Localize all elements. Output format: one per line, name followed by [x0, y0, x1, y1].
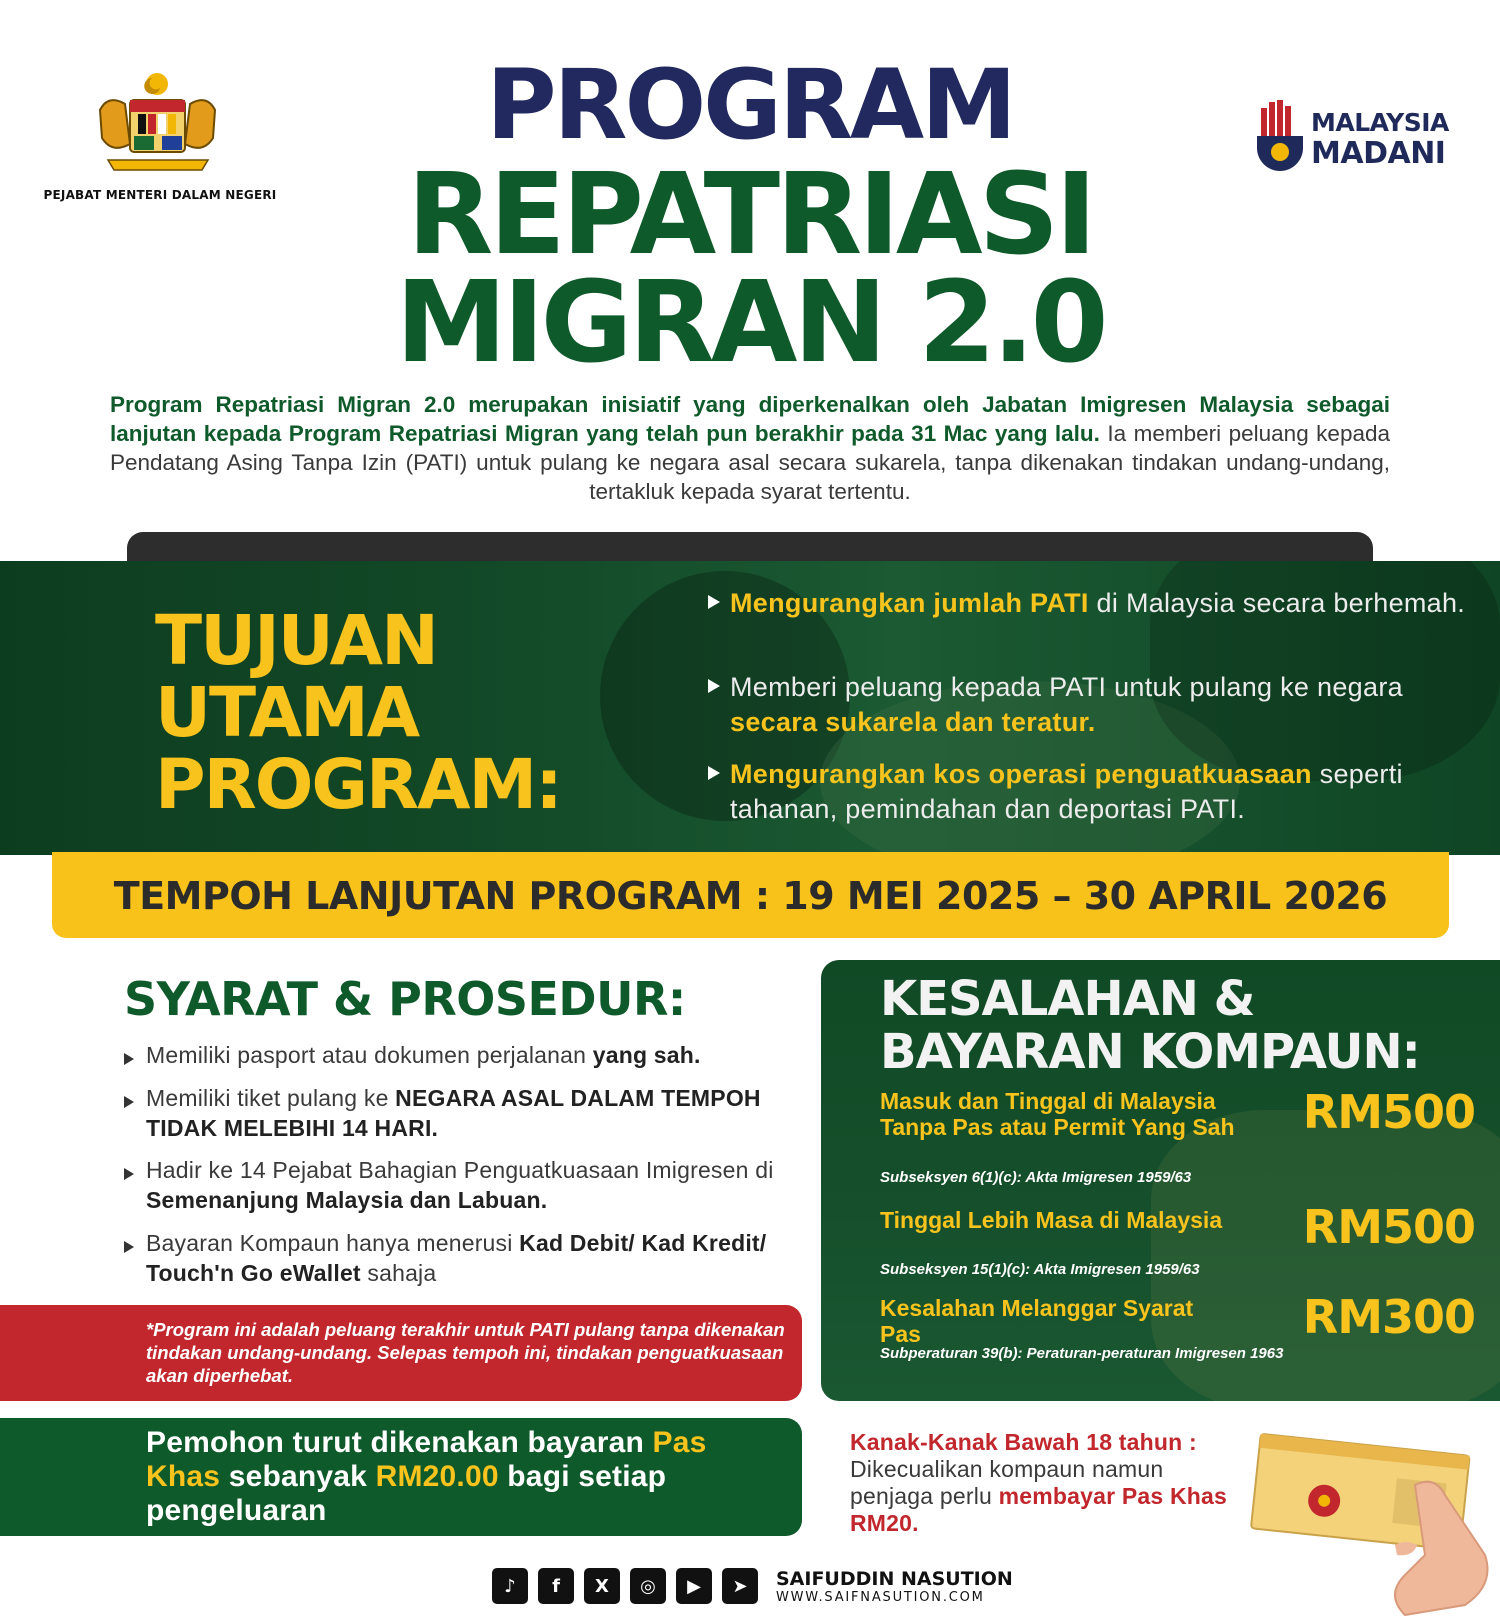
- tiktok-icon[interactable]: ♪: [492, 1568, 528, 1604]
- syarat-title: SYARAT & PROSEDUR:: [124, 972, 686, 1026]
- footer-website-link[interactable]: WWW.SAIFNASUTION.COM: [776, 1590, 985, 1605]
- footer-name: SAIFUDDIN NASUTION: [776, 1568, 1013, 1590]
- offence-name: Tinggal Lebih Masa di Malaysia: [880, 1207, 1223, 1233]
- offence-law: Subseksyen 6(1)(c): Akta Imigresen 1959/63: [880, 1169, 1192, 1186]
- bullet-triangle-icon: [708, 766, 720, 780]
- ministry-caption: PEJABAT MENTERI DALAM NEGERI: [43, 188, 277, 202]
- bullet-triangle-icon: [124, 1096, 134, 1108]
- social-links: [492, 1568, 758, 1604]
- offence-law: Subseksyen 15(1)(c): Akta Imigresen 1959/63: [880, 1261, 1200, 1278]
- tujuan-heading-line1: TUJUAN: [155, 601, 437, 681]
- x-icon[interactable]: X: [584, 1568, 620, 1604]
- warning-note: *Program ini adalah peluang terakhir untuk PATI pulang tanpa dikenakan tindakan undang-undang. Selepas tempoh ini, tindakan penguatkuasaan akan diperhebat.: [146, 1319, 785, 1386]
- bullet-triangle-icon: [708, 679, 720, 693]
- title-line-2: REPATRIASI: [407, 150, 1093, 280]
- madani-logo-line1: MALAYSIA: [1311, 108, 1449, 137]
- offence-name: Masuk dan Tinggal di Malaysia Tanpa Pas atau Permit Yang Sah: [880, 1088, 1235, 1140]
- offence-law: Subperaturan 39(b): Peraturan-peraturan Imigresen 1963: [880, 1345, 1284, 1362]
- bullet-triangle-icon: [124, 1168, 134, 1180]
- intro-bold-text: Program Repatriasi Migran 2.0 merupakan inisiatif yang diperkenalkan oleh Jabatan Imigresen Malaysia sebagai lanjutan kepada Program Repatriasi Migran yang telah pun berakhir pada 31 Mac yang lalu.: [110, 392, 1390, 446]
- bullet-triangle-icon: [124, 1053, 134, 1065]
- tujuan-heading-line3: PROGRAM:: [155, 745, 561, 825]
- tujuan-heading: [155, 601, 635, 825]
- facebook-icon[interactable]: f: [538, 1568, 574, 1604]
- tujuan-heading-line2: UTAMA: [155, 673, 419, 753]
- goal-item: Mengurangkan jumlah PATI di Malaysia secara berhemah.: [730, 586, 1490, 621]
- title-line-3: MIGRAN 2.0: [395, 258, 1105, 388]
- goal-item: Mengurangkan kos operasi penguatkuasaan seperti tahanan, pemindahan dan deportasi PATI.: [730, 757, 1490, 827]
- bullet-triangle-icon: [124, 1241, 134, 1253]
- offence-name: Kesalahan Melanggar Syarat Pas: [880, 1295, 1194, 1347]
- rm20-banknote-hand-icon: [1245, 1425, 1500, 1616]
- offence-amount: RM300: [1302, 1290, 1475, 1344]
- condition-item: Memiliki tiket pulang ke NEGARA ASAL DALAM TEMPOH TIDAK MELEBIHI 14 HARI.: [146, 1083, 806, 1143]
- kesalahan-title: KESALAHAN & BAYARAN KOMPAUN:: [880, 971, 1420, 1080]
- condition-item: Bayaran Kompaun hanya menerusi Kad Debit/ Kad Kredit/ Touch'n Go eWallet sahaja: [146, 1228, 806, 1288]
- youtube-icon[interactable]: ▶: [676, 1568, 712, 1604]
- condition-item: Memiliki pasport atau dokumen perjalanan yang sah.: [146, 1040, 806, 1070]
- goal-item: Memberi peluang kepada PATI untuk pulang ke negara secara sukarela dan teratur.: [730, 670, 1490, 740]
- condition-item: Hadir ke 14 Pejabat Bahagian Penguatkuasaan Imigresen di Semenanjung Malaysia dan Labuan.: [146, 1155, 806, 1215]
- intro-paragraph: [110, 390, 1390, 506]
- pas-khas-text: Pemohon turut dikenakan bayaran Pas Khas sebanyak RM20.00 bagi setiap pengeluaran: [146, 1426, 707, 1527]
- tempoh-text: TEMPOH LANJUTAN PROGRAM : 19 MEI 2025 – 30 APRIL 2026: [113, 874, 1388, 918]
- title-line-1: PROGRAM: [486, 49, 1014, 161]
- madani-logo-line2: MADANI: [1311, 136, 1446, 171]
- telegram-icon[interactable]: ➤: [722, 1568, 758, 1604]
- children-exemption-note: Kanak-Kanak Bawah 18 tahun : Dikecualikan kompaun namun penjaga perlu membayar Pas Khas RM20.: [850, 1429, 1228, 1536]
- intro-normal-text: Ia memberi peluang kepada Pendatang Asing Tanpa Izin (PATI) untuk pulang ke negara asal secara sukarela, tanpa dikenakan tindakan undang-undang, tertakluk kepada syarat tertentu.: [110, 421, 1390, 504]
- offence-amount: RM500: [1302, 1085, 1475, 1139]
- bullet-triangle-icon: [708, 595, 720, 609]
- offence-amount: RM500: [1302, 1200, 1475, 1254]
- instagram-icon[interactable]: ◎: [630, 1568, 666, 1604]
